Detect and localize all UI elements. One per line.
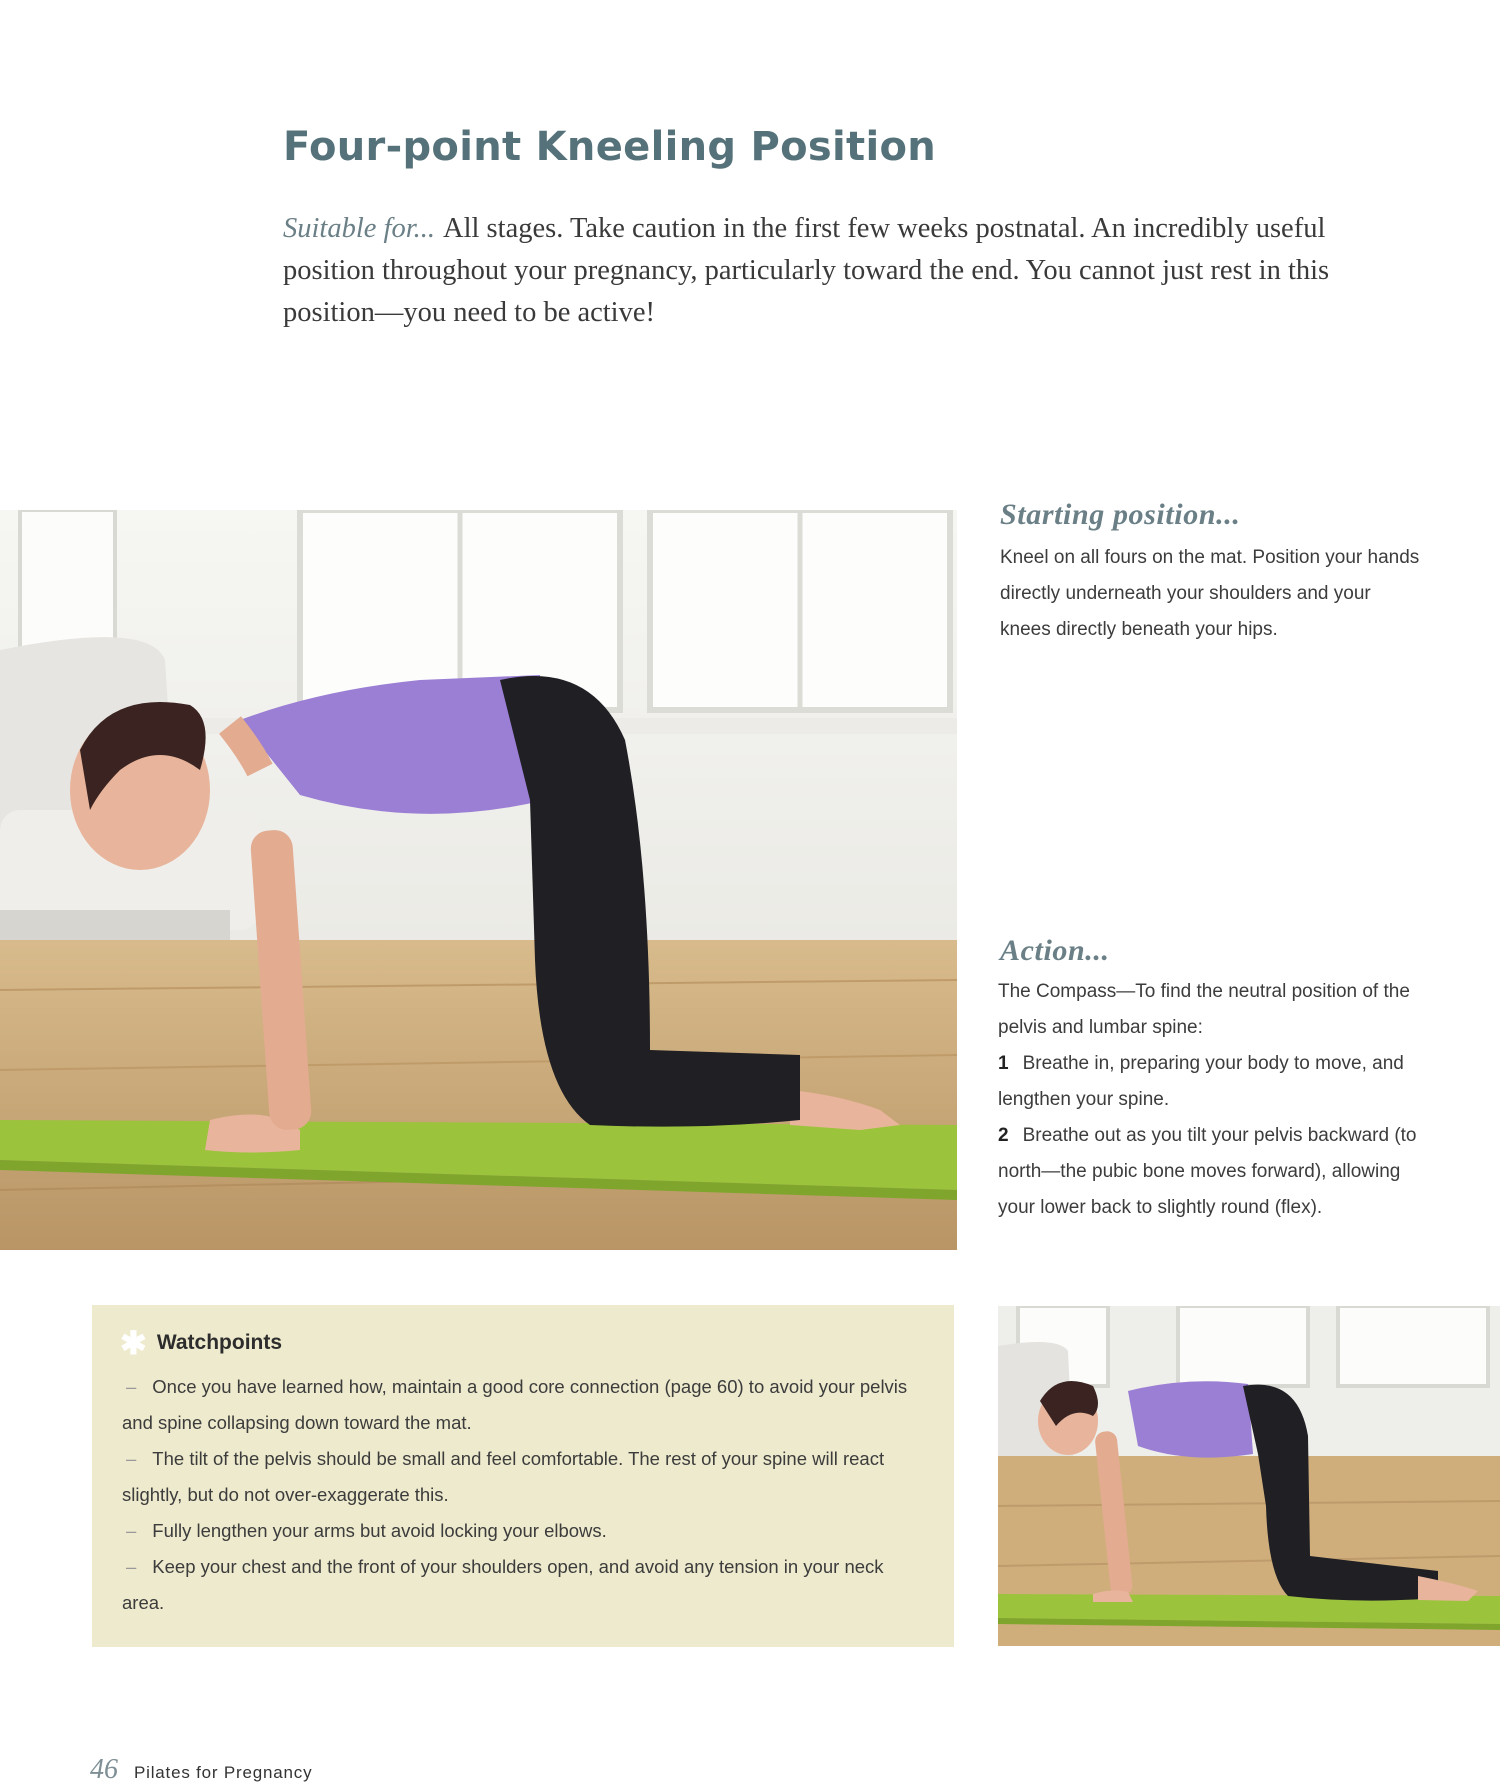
dash-icon: –: [126, 1556, 137, 1577]
intro-lead: Suitable for...: [283, 213, 436, 244]
dash-icon: –: [126, 1520, 137, 1541]
book-title: Pilates for Pregnancy: [134, 1763, 313, 1782]
watchpoints-box: [92, 1305, 954, 1647]
watchpoints-title: Watchpoints: [156, 1331, 283, 1354]
exercise-photo-secondary: [998, 1306, 1500, 1646]
action-intro: The Compass—To find the neutral position of the pelvis and lumbar spine:: [998, 981, 1410, 1038]
page-footer: [90, 1754, 312, 1786]
action-step-2: [998, 1118, 1418, 1226]
page-title: Four-point Kneeling Position: [283, 124, 937, 170]
watchpoint-item: [122, 1369, 922, 1441]
action-heading: Action...: [1000, 934, 1110, 967]
action-text: [998, 974, 1418, 1226]
page-number: 46: [90, 1754, 118, 1785]
watchpoints-list: [122, 1369, 922, 1621]
starting-position-heading: Starting position...: [1000, 498, 1241, 531]
watchpoint-text: Fully lengthen your arms but avoid locking your elbows.: [152, 1520, 607, 1541]
step-text: Breathe out as you tilt your pelvis backward (to north—the pubic bone moves forward), allowing your lower back to slightly round (flex).: [998, 1125, 1417, 1218]
watchpoint-text: Once you have learned how, maintain a good core connection (page 60) to avoid your pelvis and spine collapsing down toward the mat.: [122, 1376, 908, 1433]
watchpoints-header: [120, 1325, 283, 1361]
dash-icon: –: [126, 1376, 137, 1397]
step-text: Breathe in, preparing your body to move, and lengthen your spine.: [998, 1053, 1404, 1110]
starting-position-text: Kneel on all fours on the mat. Position your hands directly underneath your shoulders and your knees directly beneath your hips.: [1000, 547, 1420, 640]
intro-paragraph: [283, 208, 1413, 334]
asterisk-icon: ✱: [120, 1325, 147, 1361]
watchpoint-item: [122, 1513, 922, 1549]
action-step-1: [998, 1046, 1418, 1118]
watchpoint-text: Keep your chest and the front of your shoulders open, and avoid any tension in your neck area.: [122, 1556, 884, 1613]
step-number: 2: [998, 1125, 1009, 1146]
watchpoint-item: [122, 1549, 922, 1621]
step-number: 1: [998, 1053, 1009, 1074]
watchpoint-text: The tilt of the pelvis should be small and feel comfortable. The rest of your spine will react slightly, but do not over-exaggerate this.: [122, 1448, 885, 1505]
intro-text: All stages. Take caution in the first few weeks postnatal. An incredibly useful position throughout your pregnancy, particularly toward the end. You cannot just rest in this position—you need to be active!: [283, 213, 1330, 328]
dash-icon: –: [126, 1448, 137, 1469]
exercise-photo-main: [0, 510, 957, 1250]
watchpoint-item: [122, 1441, 922, 1513]
